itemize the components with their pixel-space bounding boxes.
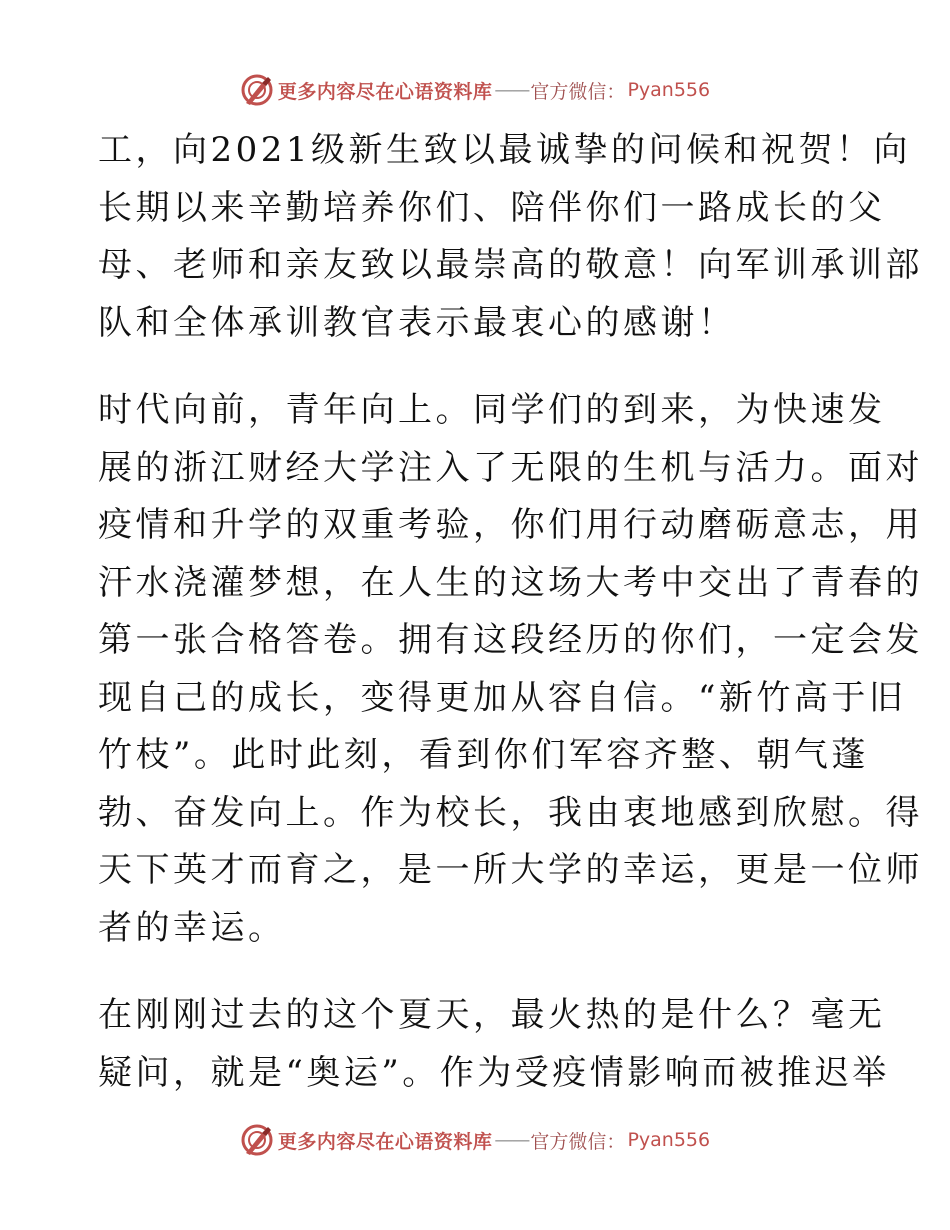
paragraph-gap (98, 957, 854, 987)
text-line: 展的浙江财经大学注入了无限的生机与活力。面对 (98, 447, 923, 488)
paragraph-1 (98, 122, 923, 352)
text-line: 工，向2021级新生致以最诚挚的问候和祝贺！向 (98, 130, 912, 170)
text-line: 第一张合格答卷。拥有这段经历的你们，一定会发 (98, 620, 923, 660)
watermark-dash: —— (494, 79, 529, 101)
text-line: 疫情和升学的双重考验，你们用行动磨砺意志，用 (98, 505, 923, 545)
text-line: 勃、奋发向上。作为校长，我由衷地感到欣慰。得 (98, 792, 923, 833)
paragraph-3 (98, 987, 890, 1102)
text-line: 竹枝”。此时此刻，看到你们军容齐整、朝气蓬 (98, 735, 869, 775)
watermark-wechat-handle: Pyan556 (627, 79, 711, 101)
text-line: 天下英才而育之，是一所大学的幸运，更是一位师 (98, 850, 923, 890)
text-line: 者的幸运。 (98, 907, 286, 948)
text-line: 疑问，就是“奥运”。作为受疫情影响而被推迟举 (98, 1052, 890, 1093)
paragraph-gap (98, 352, 854, 382)
pen-logo-icon (240, 1123, 274, 1157)
text-line: 汗水浇灌梦想，在人生的这场大考中交出了青春的 (98, 562, 923, 603)
paragraph-2 (98, 382, 923, 957)
pen-logo-icon (240, 73, 274, 107)
text-line: 现自己的成长，变得更加从容自信。“新竹高于旧 (98, 677, 907, 718)
watermark-wechat-label: 官方微信： (530, 1130, 626, 1153)
text-line: 长期以来辛勤培养你们、陪伴你们一路成长的父 (98, 187, 886, 228)
text-line: 母、老师和亲友致以最崇高的敬意！向军训承训部 (98, 245, 923, 285)
watermark-dash: —— (494, 1129, 529, 1151)
text-line: 时代向前，青年向上。同学们的到来，为快速发 (98, 390, 886, 430)
watermark-title: 更多内容尽在心语资料库 (277, 80, 493, 103)
footer-watermark (0, 1122, 950, 1158)
text-line: 在刚刚过去的这个夏天，最火热的是什么？毫无 (98, 995, 886, 1035)
watermark-wechat-handle: Pyan556 (627, 1129, 711, 1151)
watermark-wechat-label: 官方微信： (530, 80, 626, 103)
watermark-title: 更多内容尽在心语资料库 (277, 1130, 493, 1153)
document-body (98, 122, 923, 1102)
header-watermark (0, 72, 950, 108)
text-line: 队和全体承训教官表示最衷心的感谢！ (98, 302, 736, 343)
